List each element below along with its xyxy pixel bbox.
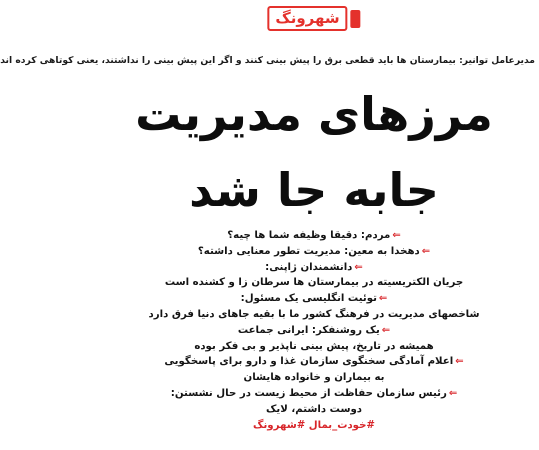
- list-item-text: شاخصهای مدیریت در فرهنگ کشور ما با بقیه جاهای دنیا فرق دارد: [148, 308, 480, 320]
- quote-list: [97, 228, 531, 433]
- list-item: [97, 339, 531, 355]
- list-item: [97, 228, 531, 244]
- right-arrow-icon: ⇐: [448, 387, 458, 399]
- right-arrow-icon: ⇐: [354, 261, 363, 273]
- list-item-text: رئیس سازمان حفاظت از محیط زیست در حال نشستن:: [170, 387, 447, 399]
- list-item: [97, 386, 531, 402]
- list-item-text: #خودت_بمال #شهرونگ: [253, 419, 375, 431]
- logo-text: شهرونگ: [267, 6, 347, 31]
- list-item: [97, 323, 531, 339]
- right-arrow-icon: ⇐: [455, 356, 464, 368]
- right-arrow-icon: ⇐: [392, 230, 401, 241]
- list-item: [97, 260, 531, 276]
- list-item-text: به بیماران و خانواده هایشان: [243, 372, 385, 384]
- list-item-text: دوست داشتم، لایک: [265, 403, 363, 415]
- list-item-text: همیشه در تاریخ، پیش بینی ناپذیر و بی فکر بوده: [194, 340, 434, 352]
- list-item: [97, 402, 531, 418]
- right-arrow-icon: ⇐: [381, 324, 391, 336]
- subtitle: مدیرعامل توانیر: بیمارستان ها باید قطعی برق را پیش بینی کنند و اگر این پیش بینی را نداشتند، یعنی کوتاهی کرده اند: [0, 55, 535, 66]
- list-item-text: توئیت انگلیسی یک مسئول:: [240, 293, 377, 305]
- list-item-text: مردم: دقیقا وظیفه شما ها چیه؟: [227, 230, 391, 241]
- list-item: [97, 244, 531, 260]
- headline-line-2: جابه جا شد: [189, 163, 439, 217]
- right-arrow-icon: ⇐: [421, 245, 431, 257]
- right-arrow-icon: ⇐: [378, 293, 388, 305]
- list-item: [97, 354, 531, 370]
- list-item: [97, 370, 531, 386]
- list-item-text: جریان الکتریسیته در بیمارستان ها سرطان زا و کشنده است: [164, 277, 464, 289]
- list-item: [97, 307, 531, 323]
- list-item-text: دانشمندان ژاپنی:: [265, 261, 353, 273]
- list-item-text: اعلام آمادگی سخنگوی سازمان غذا و دارو برای پاسخگویی: [164, 356, 454, 368]
- list-item: [97, 275, 531, 291]
- list-item: [97, 418, 531, 434]
- logo-tab: [351, 10, 361, 28]
- list-item-text: یک روشنفکر: ایرانی جماعت: [237, 324, 380, 336]
- list-item-text: دهخدا به معین: مدیریت تطور معنایی داشته؟: [197, 245, 420, 257]
- list-item: [97, 291, 531, 307]
- headline-line-1: مرزهای مدیریت: [135, 87, 493, 141]
- logo: [267, 6, 360, 31]
